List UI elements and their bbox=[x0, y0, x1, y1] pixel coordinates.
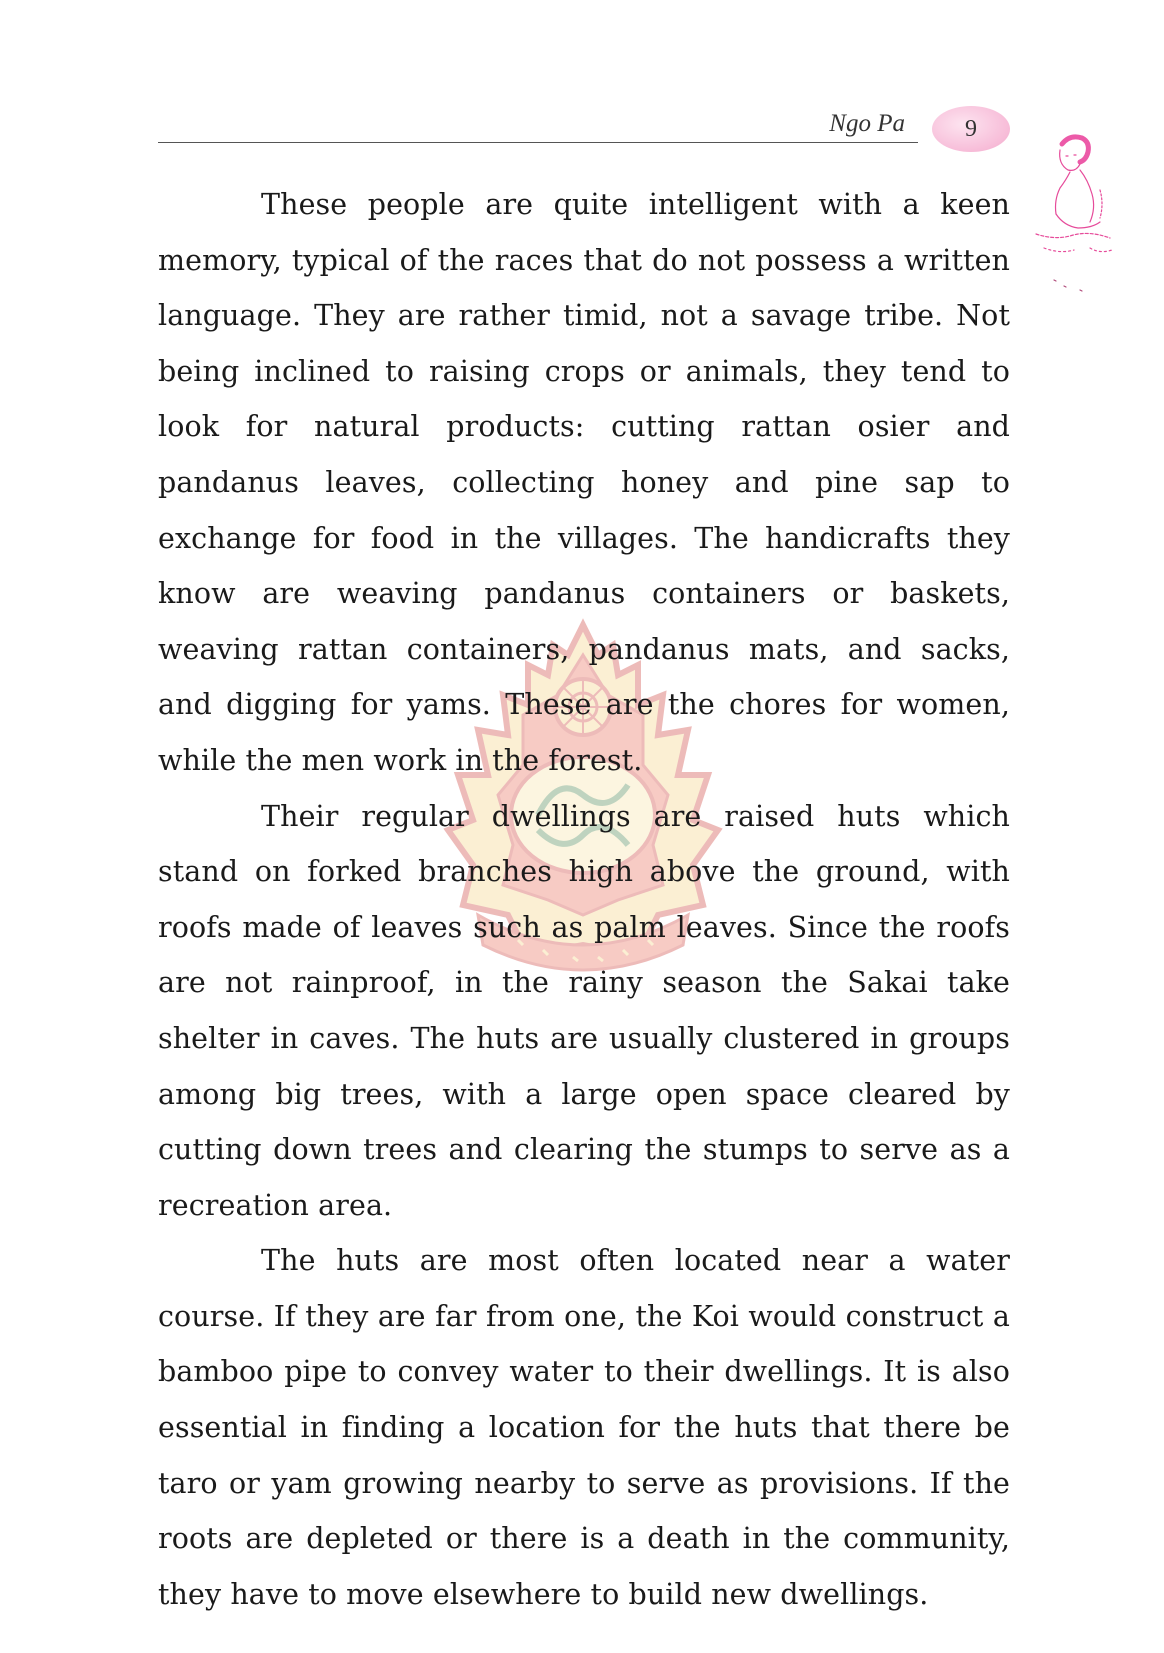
header-rule bbox=[158, 142, 918, 143]
page-header bbox=[158, 100, 1010, 160]
pink-figure-sketch-icon bbox=[1030, 130, 1130, 310]
paragraph-1: These people are quite intelligent with a keen memory, typical of the races that do not possess a written language. They are rather timid, not a savage tribe. Not being inclined to raising crops or animals, they tend to look for natural products: cutting rattan osier and pandanus leaves, collecting honey and pine sap to exchange for food in the villages. The handicrafts they know are weaving pandanus containers or baskets, weaving rattan containers, pandanus mats, and sacks, and digging for yams. These are the chores for women, while the men work in the forest. bbox=[158, 188, 1010, 777]
page-number-badge bbox=[932, 106, 1010, 152]
running-title: Ngo Pa bbox=[829, 110, 905, 137]
paragraph-3: The huts are most often located near a water course. If they are far from one, the Koi would construct a bamboo pipe to convey water to their dwellings. It is also essential in finding a location for the huts that there be taro or yam growing nearby to serve as provisions. If the roots are depleted or there is a death in the community, they have to move elsewhere to build new dwellings. bbox=[158, 1244, 1010, 1611]
page-number: 9 bbox=[965, 115, 977, 142]
body-text bbox=[158, 177, 1010, 1622]
paragraph-2: Their regular dwellings are raised huts which stand on forked branches high above the ground, with roofs made of leaves such as palm leaves. Since the roofs are not rainproof, in the rainy season the Sakai take shelter in caves. The huts are usually clustered in groups among big trees, with a large open space cleared by cutting down trees and clearing the stumps to serve as a recreation area. bbox=[158, 799, 1010, 1222]
